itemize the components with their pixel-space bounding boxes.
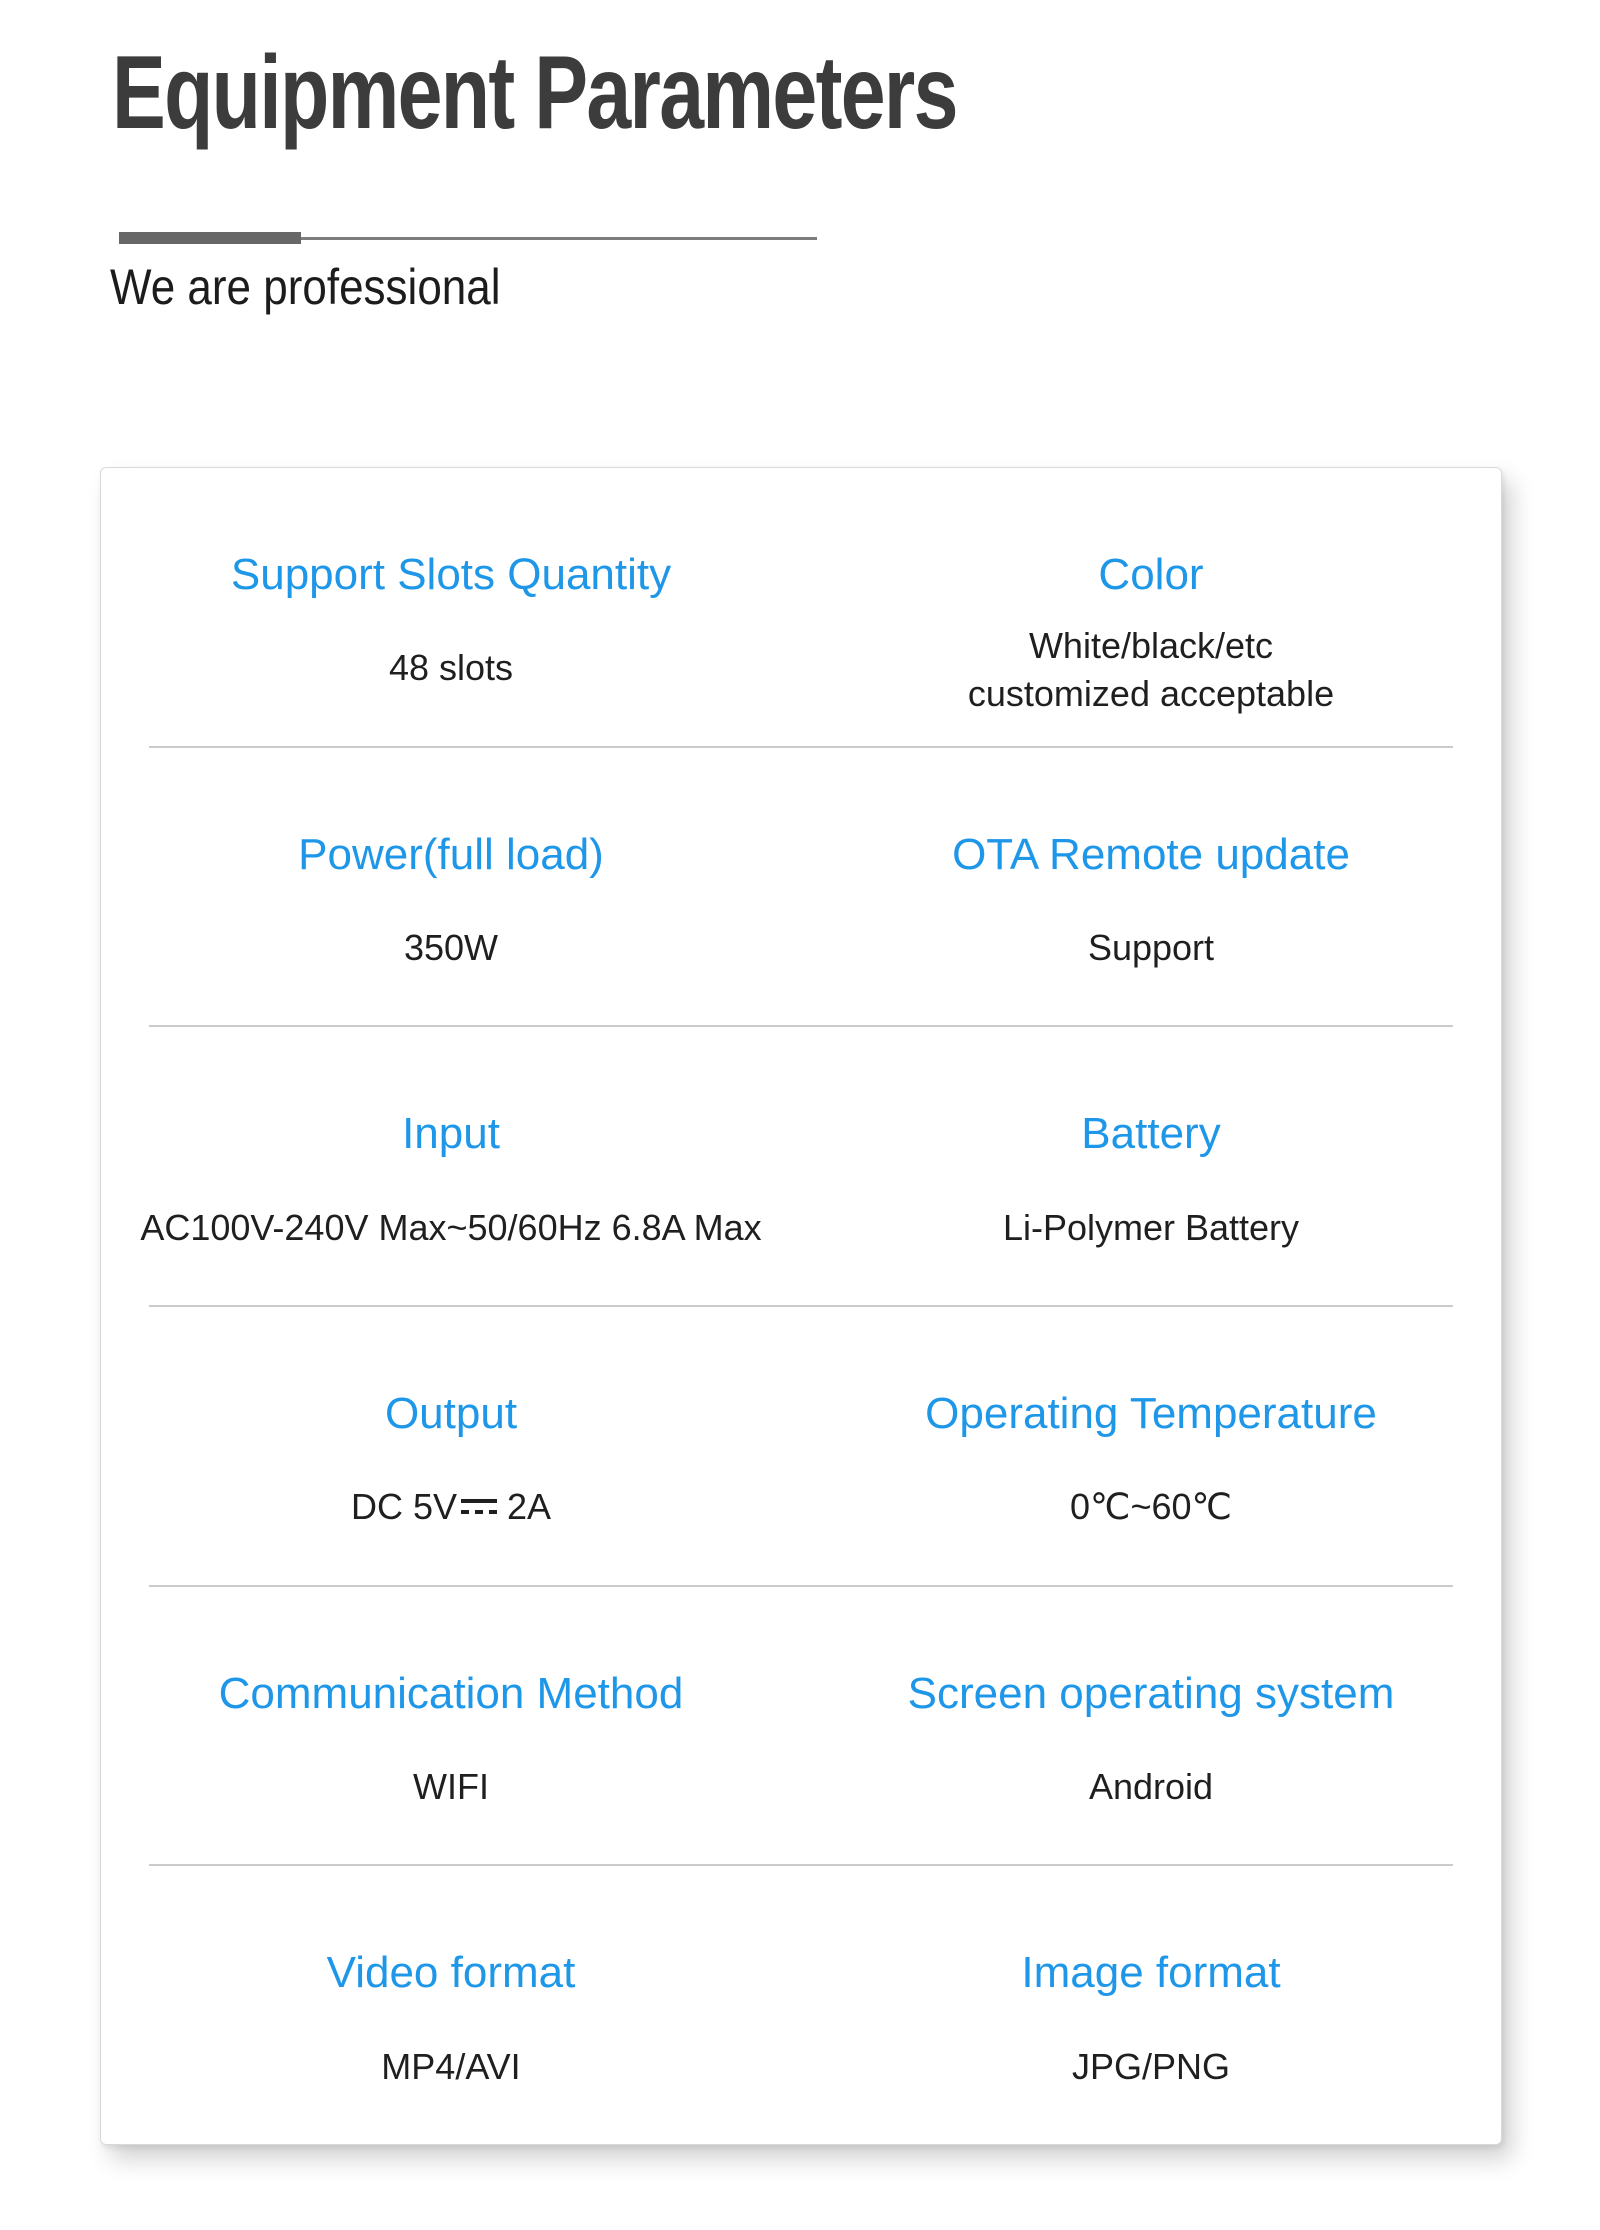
spec-row-2 — [101, 748, 1501, 1026]
direct-current-symbol-icon — [461, 1496, 497, 1520]
parameter-label: Image format — [1021, 1948, 1281, 1998]
spec-cell-battery — [801, 1027, 1501, 1305]
spec-row-6 — [101, 1866, 1501, 2144]
page-title: Equipment Parameters — [112, 35, 957, 151]
spec-cell-video-format — [101, 1866, 801, 2144]
parameter-label: Power(full load) — [298, 829, 604, 879]
parameter-label: Support Slots Quantity — [230, 550, 672, 599]
parameter-label: Operating Temperature — [925, 1389, 1377, 1439]
parameter-value: AC100V-240V Max~50/60Hz 6.8A Max — [140, 1206, 762, 1248]
spec-cell-ota-update — [801, 748, 1501, 1026]
parameter-value — [351, 1483, 551, 1531]
underline-thick-segment — [119, 232, 301, 244]
spec-cell-screen-os — [801, 1587, 1501, 1865]
parameter-value-line-2: customized acceptable — [967, 672, 1335, 714]
parameter-value: WIFI — [413, 1765, 489, 1807]
output-value-prefix: DC 5V — [350, 1486, 457, 1528]
parameter-value: 0℃~60℃ — [1070, 1486, 1232, 1528]
spec-row-4 — [101, 1307, 1501, 1585]
parameter-value — [968, 622, 1334, 717]
parameter-value: MP4/AVI — [381, 2045, 521, 2087]
parameter-value: 350W — [403, 926, 499, 968]
parameter-value: Android — [1088, 1765, 1214, 1807]
spec-cell-operating-temperature — [801, 1307, 1501, 1585]
parameter-label: Screen operating system — [907, 1668, 1395, 1718]
spec-cell-support-slots — [101, 468, 801, 746]
spec-cell-input — [101, 1027, 801, 1305]
spec-cell-output — [101, 1307, 801, 1585]
parameter-value: JPG/PNG — [1071, 2045, 1231, 2087]
parameter-value: Support — [1087, 926, 1215, 968]
parameter-label: OTA Remote update — [952, 829, 1350, 879]
parameter-value: Li-Polymer Battery — [1002, 1206, 1300, 1248]
spec-cell-power — [101, 748, 801, 1026]
parameter-label: Color — [1098, 550, 1204, 599]
parameter-label: Input — [402, 1109, 500, 1159]
parameter-value-line-1: White/black/etc — [1028, 625, 1274, 667]
spec-cell-image-format — [801, 1866, 1501, 2144]
title-underline — [119, 231, 817, 245]
parameter-label: Video format — [326, 1948, 576, 1998]
parameter-value: 48 slots — [388, 647, 514, 689]
underline-thin-segment — [301, 237, 817, 240]
parameter-label: Communication Method — [218, 1668, 684, 1718]
spec-cell-color — [801, 468, 1501, 746]
spec-cell-communication — [101, 1587, 801, 1865]
spec-row-5 — [101, 1587, 1501, 1865]
spec-card — [100, 467, 1502, 2145]
page-subtitle: We are professional — [110, 259, 501, 315]
spec-row-3 — [101, 1027, 1501, 1305]
parameter-label: Battery — [1081, 1109, 1221, 1159]
parameter-label: Output — [384, 1389, 518, 1439]
spec-row-1 — [101, 468, 1501, 746]
output-value-suffix: 2A — [506, 1486, 552, 1528]
